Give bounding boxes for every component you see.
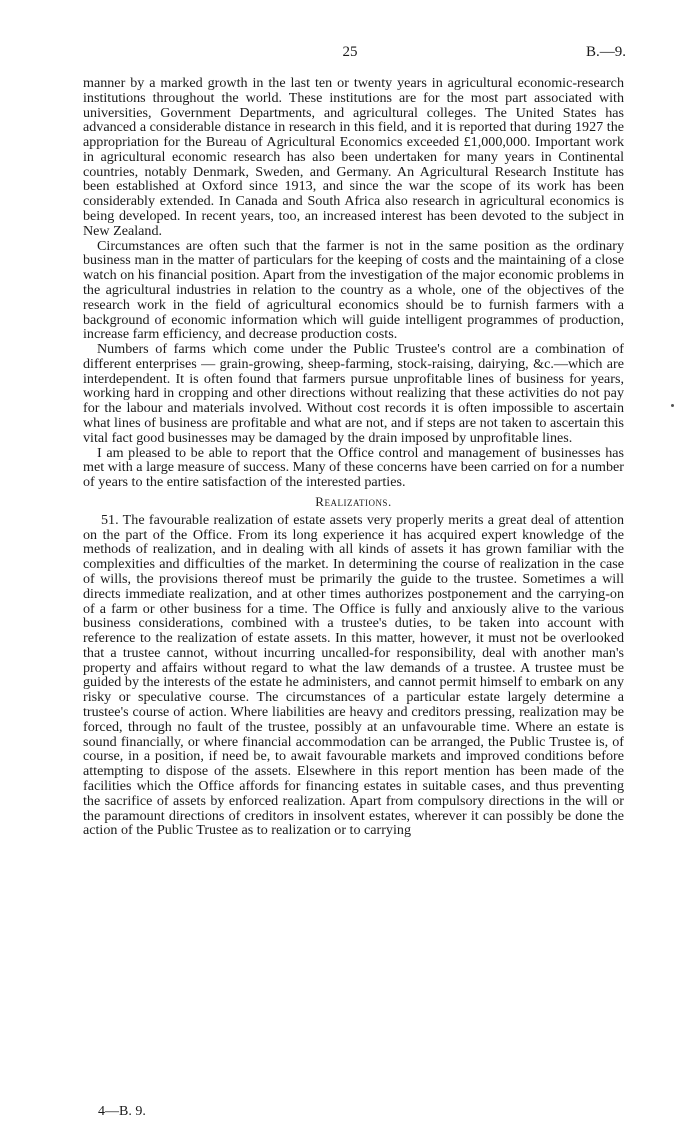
paragraph-continuation: manner by a marked growth in the last ten or twenty years in agricultural economic-research institutions throughout the world. These institutions are for the most part associated with universities, Government Departments, and agricultural colleges. The United States has advanced a considerable distance in research in this field, and it is reported that during 1927 the appropriation for the Bureau of Agricultural Economics exceeded £1,000,000. Important work in agricultural economic research has also been undertaken for many years in Continental countries, notably Denmark, Sweden, and Germany. An Agricultural Research Institute has been established at Oxford since 1913, and since the war the scope of its work has been considerably extended. In Canada and South Africa also research in agricultural economics is being developed. In recent years, too, an increased interest has been devoted to the subject in New Zealand. bbox=[83, 75, 624, 239]
paragraph-circumstances: Circumstances are often such that the farmer is not in the same position as the ordinary business man in the matter of particulars for the keeping of costs and the maintaining of a close watch on his financial position. Apart from the investigation of the major economic problems in the agricultural industries in relation to the country as a whole, one of the objectives of the research work in the field of agricultural economics should be to furnish farmers with a background of economic information which will guide intelligent programmes of production, increase farm efficiency, and decrease production costs. bbox=[83, 237, 624, 343]
signature-mark: 4—B. 9. bbox=[98, 1104, 146, 1119]
page-number: 25 bbox=[342, 44, 358, 60]
section-heading-realizations: Realizations. bbox=[315, 493, 392, 509]
body-text bbox=[83, 76, 624, 838]
document-reference: B.—9. bbox=[585, 44, 626, 60]
margin-mark bbox=[671, 404, 674, 407]
paragraph-office-control: I am pleased to be able to report that the Office control and management of businesses has met with a large measure of success. Many of these concerns have been carried on for a number of years to the entire satisfaction of the interested parties. bbox=[83, 444, 624, 491]
paragraph-farms: Numbers of farms which come under the Public Trustee's control are a combination of different enterprises — grain-growing, sheep-farming, stock-raising, dairying, &c.—which are interdependent. It is often found that farmers pursue unprofitable lines of business for years, working hard in cropping and other directions without realizing that these activities do not pay for the labour and materials involved. Without cost records it is often impossible to ascertain what lines of business are profitable and what are not, and if steps are not taken to ascertain this vital fact good businesses may be damaged by the drain imposed by unprofitable lines. bbox=[83, 341, 624, 446]
paragraph-51-realization: 51. The favourable realization of estate assets very properly merits a great deal of attention on the part of the Office. From its long experience it has acquired expert knowledge of the methods of realization, and in dealing with all kinds of assets it has grown familiar with the complexities and difficulties of the market. In determining the course of realization in the case of wills, the provisions thereof must be primarily the guide to the trustee. Sometimes a will directs immediate realization, and at other times authorizes postponement and the carrying-on of a farm or other business for a time. The Office is fully and anxiously alive to the various business considerations, combined with a trustee's duties, to be taken into account with reference to the realization of estate assets. In this matter, however, it must not be overlooked that a trustee cannot, without incurring uncalled-for responsibility, deal with another man's property and affairs without regard to what the law demands of a trustee. A trustee must be guided by the interests of the estate he administers, and cannot permit himself to embark on any risky or speculative course. The circumstances of a particular estate largely determine a trustee's course of action. Where liabilities are heavy and creditors pressing, realization may be forced, through no fault of the trustee, possibly at an unfavourable time. Where an estate is sound financially, or where financial accommodation can be arranged, the Public Trustee is, of course, in a position, if need be, to await favourable markets and improved conditions before attempting to dispose of the assets. Elsewhere in this report mention has been made of the facilities which the Office affords for financing estates in suitable cases, and thus preventing the sacrifice of assets by enforced realization. Apart from compulsory directions in the will or the paramount directions of creditors in insolvent estates, wherever it can possibly be done the action of the Public Trustee as to realization or to carrying bbox=[83, 511, 624, 839]
